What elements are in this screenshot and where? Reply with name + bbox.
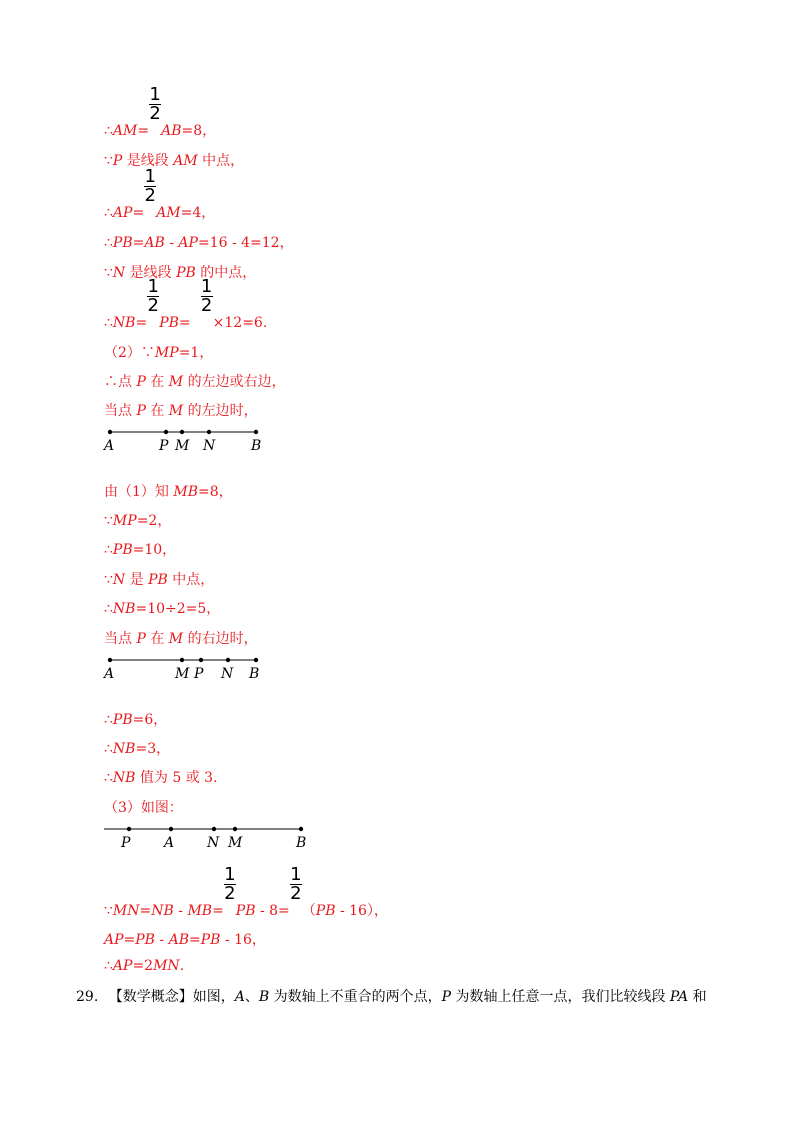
fraction: 1 2	[144, 166, 156, 206]
point-dot	[169, 827, 173, 831]
point-dot	[212, 827, 216, 831]
solution-line: （3）如图：	[104, 800, 183, 816]
solution-line: ∴NB=3，	[104, 741, 171, 757]
point-label: M	[175, 438, 190, 454]
point-label: N	[207, 835, 220, 851]
solution-line: 当点 P 在 M 的左边时，	[104, 403, 258, 419]
solution-line: ∴点 P 在 M 的左边或右边，	[104, 374, 286, 390]
fraction: 1 2	[290, 864, 302, 904]
solution-line: ∵P 是线段 AM 中点，	[104, 153, 245, 169]
solution-line: AP=PB - AB=PB - 16，	[104, 932, 266, 948]
fraction: 1 2	[224, 864, 236, 904]
solution-line: ∴NB=10÷2=5，	[104, 601, 221, 617]
fraction: 1 2	[147, 276, 159, 316]
solution-line: ∵N 是线段 PB 的中点，	[104, 265, 257, 281]
solution-line: ∴AM= 1 2 AB=8，	[104, 84, 217, 139]
solution-line: ∴NB= 1 2 PB= 1 2 ×12=6.	[104, 276, 268, 331]
solution-line: ∴AP= 1 2 AM=4，	[104, 166, 216, 221]
point-label: N	[203, 438, 216, 454]
point-dot	[127, 827, 131, 831]
point-label: B	[296, 835, 307, 851]
point-label: N	[221, 666, 234, 682]
solution-line: （2）∵MP=1，	[104, 345, 214, 361]
solution-line: ∴AP=2MN.	[104, 958, 185, 974]
question-number: 29.	[76, 989, 99, 1005]
point-label: B	[251, 438, 262, 454]
solution-line: ∴NB 值为 5 或 3.	[104, 770, 218, 786]
solution-line: ∵MP=2，	[104, 513, 172, 529]
point-label: A	[104, 438, 115, 454]
solution-line: 当点 P 在 M 的右边时，	[104, 631, 258, 647]
point-label: A	[164, 835, 175, 851]
point-dot	[299, 827, 303, 831]
solution-line: ∵N 是 PB 中点，	[104, 572, 215, 588]
point-label: P	[121, 835, 131, 851]
point-label: P	[159, 438, 169, 454]
point-label: A	[104, 666, 115, 682]
point-label: B	[249, 666, 260, 682]
fraction: 1 2	[149, 84, 161, 124]
point-label: P	[194, 666, 204, 682]
solution-line: ∴PB=6，	[104, 712, 168, 728]
point-label: M	[175, 666, 190, 682]
point-label: M	[228, 835, 243, 851]
point-dot	[233, 827, 237, 831]
solution-line: ∵MN=NB - MB= 1 2 PB - 8= 1 2 （PB - 16），	[104, 864, 388, 919]
solution-line: ∴PB=AB - AP=16 - 4=12，	[104, 235, 294, 251]
fraction: 1 2	[200, 276, 213, 316]
question-29: 29. 【数学概念】如图，A、B 为数轴上不重合的两个点，P 为数轴上任意一点，我们比较线段 PA 和	[76, 989, 707, 1005]
solution-line: 由（1）知 MB=8，	[104, 484, 233, 500]
solution-line: ∴PB=10，	[104, 542, 177, 558]
